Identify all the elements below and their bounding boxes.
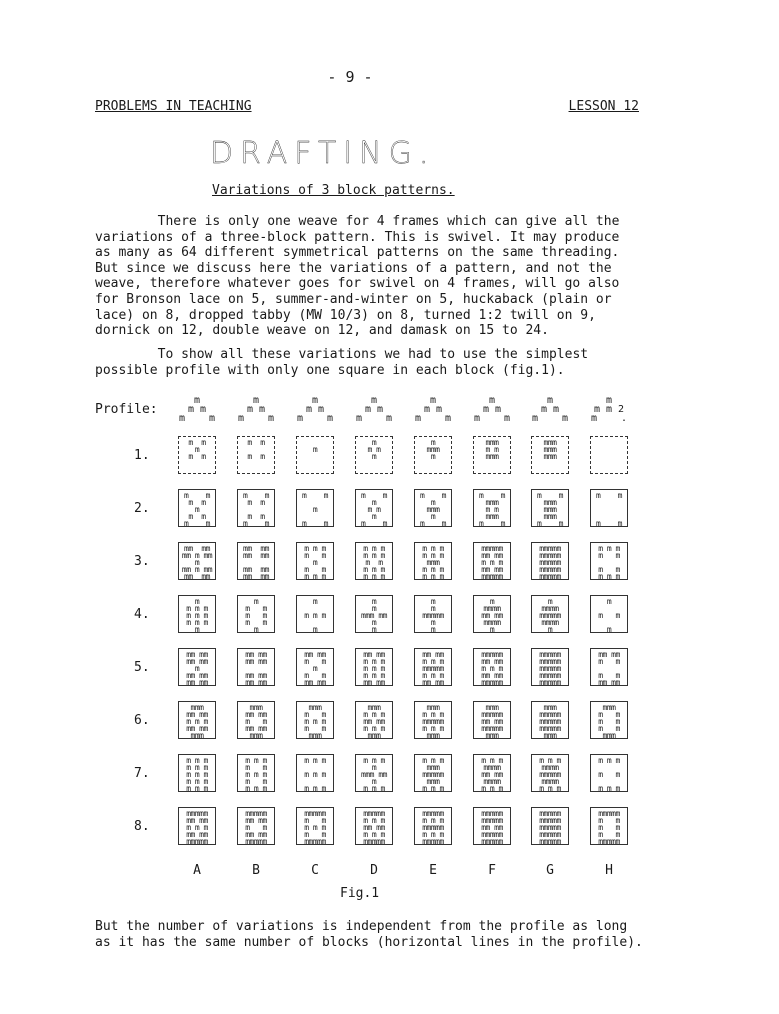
variation-cell — [355, 436, 393, 474]
variation-cell — [473, 436, 511, 474]
row-label: 5. — [134, 660, 150, 675]
variation-cell — [590, 595, 628, 633]
variation-cell — [590, 701, 628, 739]
variation-cell — [296, 648, 334, 686]
variation-cell — [531, 701, 569, 739]
variation-cell — [237, 807, 275, 845]
cell-pattern: m m m m — [247, 438, 265, 461]
variation-cell — [178, 436, 216, 474]
cell-pattern: mm mm m m m m m mm mm — [304, 650, 326, 686]
variation-cell — [473, 595, 511, 633]
row-label: 6. — [134, 713, 150, 728]
row-label: 3. — [134, 554, 150, 569]
cell-pattern: m m mmm m m mmm m m — [479, 491, 505, 527]
variation-cell — [178, 542, 216, 580]
variation-cell — [531, 542, 569, 580]
cell-pattern: m m m m m m mmm m m m m m m — [422, 544, 444, 580]
header-right: LESSON 12 — [568, 99, 639, 114]
variation-cell — [178, 489, 216, 527]
row-label: 7. — [134, 766, 150, 781]
variation-cell — [296, 701, 334, 739]
profile-diagram: m m m m m — [531, 395, 569, 424]
variation-cell — [531, 436, 569, 474]
variation-cell — [237, 648, 275, 686]
page-number: - 9 - — [327, 68, 373, 86]
cell-pattern: mmm mm mm m m m mm mm mmm — [186, 703, 208, 739]
cell-pattern: mm mm m m m m mm mm — [598, 650, 620, 686]
cell-pattern: mmm m m m mmmmm m m m mmm — [422, 703, 444, 739]
variation-cell — [590, 489, 628, 527]
page-title: DRAFTING. — [210, 136, 436, 171]
column-label: C — [311, 863, 319, 878]
variation-cell — [296, 436, 334, 474]
cell-pattern: mmmmm m m m m m m m mmmmm — [304, 809, 326, 845]
variation-cell — [296, 489, 334, 527]
cell-pattern: m mmm m — [426, 438, 440, 461]
profile-diagram: m m m 2 m . — [590, 395, 628, 424]
variation-cell — [237, 489, 275, 527]
variation-cell — [531, 807, 569, 845]
cell-pattern: m m m m m m m m m m — [598, 544, 620, 580]
variation-cell — [237, 542, 275, 580]
variation-cell — [531, 648, 569, 686]
variation-cell — [590, 436, 628, 474]
row-label: 8. — [134, 819, 150, 834]
cell-pattern: m m m m m m m m m — [184, 491, 210, 527]
cell-pattern: mmmmm mmmmm mmmmm mmmmm mmmmm — [539, 809, 561, 845]
variation-cell — [355, 489, 393, 527]
variation-cell — [237, 595, 275, 633]
profile-diagram: m m m m m — [355, 395, 393, 424]
cell-pattern: mmmmm mm mm m m mm mm mmmmm — [245, 809, 267, 845]
variation-cell — [237, 701, 275, 739]
column-label: G — [546, 863, 554, 878]
figure-caption: Fig.1 — [340, 886, 380, 901]
cell-pattern — [593, 439, 625, 471]
variation-cell — [237, 436, 275, 474]
cell-pattern: mmm m m mmm — [485, 438, 499, 461]
cell-pattern: mmmmm mmmmm mm mm mmmmm mmmmm — [481, 809, 503, 845]
cell-pattern: m m m m m m m m m m m m m — [245, 756, 267, 792]
column-label: B — [252, 863, 260, 878]
variation-cell — [296, 595, 334, 633]
cell-pattern: mmmmm mm mm m m m mm mm mmmmm — [481, 650, 503, 686]
cell-pattern: mmmmm m m m mm mm m m m mmmmm — [363, 809, 385, 845]
cell-pattern: mmmmm m m m mmmmm m m m mmmmm — [422, 809, 444, 845]
profile-diagram: m m m m m — [237, 395, 275, 424]
cell-pattern: m m m m m m m m — [245, 597, 267, 633]
paragraph-profile: To show all these variations we had to use the simplest possible profile with only one square in each block (fig.1). — [95, 347, 589, 378]
column-label: F — [488, 863, 496, 878]
variation-cell — [590, 754, 628, 792]
paragraph-intro: There is only one weave for 4 frames which can give all the variations of a three-block pattern. This is swivel. It may produce as many as 64 different symmetrical patterns on the same threading. But since we discuss here the variations of a pattern, and not the weave, therefore whatever goes for swivel on 4 frames, will go also for Bronson lace on 5, summer-and-winter on 5, huckaback (plain or lace) on 8, dropped tabby (MW 10/3) on 8, turned 1:2 twill on 9, dornick on 12, double weave on 12, and damask on 15 to 24. — [95, 214, 620, 339]
variation-cell — [473, 489, 511, 527]
header-left: PROBLEMS IN TEACHING — [95, 99, 252, 114]
cell-pattern: m m m m m m m m m m m — [304, 544, 326, 580]
column-label: D — [370, 863, 378, 878]
cell-pattern: m m m m — [367, 438, 381, 461]
variation-cell — [355, 754, 393, 792]
cell-pattern: m m mmmmm m m — [422, 597, 444, 633]
cell-pattern: m m m m m — [188, 438, 206, 461]
cell-pattern: mmmmm mm mm m m m mm mm mmmmm — [481, 544, 503, 580]
cell-pattern: mmm mm mm m m mm mm mmm — [245, 703, 267, 739]
row-label: 2. — [134, 501, 150, 516]
cell-pattern: mmm mmm mmm — [543, 438, 557, 461]
variation-cell — [178, 807, 216, 845]
column-label: H — [605, 863, 613, 878]
variation-cell — [355, 701, 393, 739]
variation-cell — [590, 807, 628, 845]
cell-pattern: mm mm mm mm m mm mm mm mm — [186, 650, 208, 686]
variation-cell — [355, 807, 393, 845]
variation-cell — [414, 701, 452, 739]
cell-pattern: mmm m m m m m m mmm — [598, 703, 620, 739]
profile-diagram: m m m m m — [178, 395, 216, 424]
cell-pattern: mmm mmmmm mm mm mmmmm mmm — [481, 703, 503, 739]
column-label: A — [193, 863, 201, 878]
row-label: 1. — [134, 448, 150, 463]
cell-pattern: mmmmm mm mm m m m mm mm mmmmm — [186, 809, 208, 845]
variation-cell — [590, 542, 628, 580]
cell-pattern: m m m m m m m m — [361, 491, 387, 527]
column-label: E — [429, 863, 437, 878]
cell-pattern: m m m m mmm mm m m m m — [361, 756, 387, 792]
variation-cell — [531, 754, 569, 792]
variation-cell — [531, 595, 569, 633]
cell-pattern: mm mm m m m m m m m m m mm mm — [363, 650, 385, 686]
cell-pattern: m m m m m m m m m m m m m m — [363, 544, 385, 580]
variation-cell — [414, 489, 452, 527]
profile-label: Profile: — [95, 402, 158, 417]
variation-cell — [355, 542, 393, 580]
cell-pattern: m m m mmmm mm mm mmmm m m m — [481, 756, 503, 792]
cell-pattern: mm mm mm mm mm mm mm mm — [245, 650, 267, 686]
cell-pattern: mm mm mm m mm m mm m mm mm mm — [181, 544, 213, 580]
variation-cell — [473, 754, 511, 792]
cell-pattern: m m m m m m m m m m m — [186, 597, 208, 633]
cell-pattern: mmm mmmmm mmmmm mmmmm mmm — [539, 703, 561, 739]
cell-pattern: m m m mmmm mmmmm mmmm m m m — [539, 756, 561, 792]
variation-cell — [178, 754, 216, 792]
variation-cell — [473, 807, 511, 845]
cell-pattern: m m m m m — [302, 491, 328, 527]
variation-cell — [473, 648, 511, 686]
variation-cell — [296, 542, 334, 580]
profile-diagram: m m m m m — [296, 395, 334, 424]
variation-cell — [355, 648, 393, 686]
cell-pattern: m m m m m m m m m m m m m m m — [186, 756, 208, 792]
variation-cell — [531, 489, 569, 527]
cell-pattern: m m m m m — [304, 597, 326, 633]
variation-cell — [178, 595, 216, 633]
cell-pattern: m m m m m m m m — [243, 491, 269, 527]
cell-pattern: m m m mmm m m m — [420, 491, 446, 527]
cell-pattern: m m m m — [598, 597, 620, 633]
variation-cell — [473, 542, 511, 580]
variation-cell — [237, 754, 275, 792]
cell-pattern: m m mmm mm m m — [361, 597, 387, 633]
cell-pattern: m — [312, 445, 318, 454]
variation-cell — [414, 648, 452, 686]
profile-diagram: m m m m m — [414, 395, 452, 424]
cell-pattern: mmmmm mmmmm mmmmm mmmmm mmmmm — [539, 544, 561, 580]
profile-diagram: m m m m m — [473, 395, 511, 424]
variation-cell — [355, 595, 393, 633]
cell-pattern: m mmmm mm mm mmmm m — [481, 597, 503, 633]
cell-pattern: mmmmm m m m m m m mmmmm — [598, 809, 620, 845]
paragraph-conclusion: But the number of variations is independent from the profile as long as it has the same number of blocks (horizontal lines in the profile). — [95, 919, 643, 950]
cell-pattern: mmmmm mmmmm mmmmm mmmmm mmmmm — [539, 650, 561, 686]
variation-cell — [178, 648, 216, 686]
cell-pattern: m m mmm mmm mmm m m — [537, 491, 563, 527]
variation-cell — [414, 595, 452, 633]
variation-cell — [414, 542, 452, 580]
row-label: 4. — [134, 607, 150, 622]
cell-pattern: mmm m m m m m m m mmm — [304, 703, 326, 739]
subtitle: Variations of 3 block patterns. — [212, 183, 455, 198]
cell-pattern: m m m m m m m m — [598, 756, 620, 792]
variation-cell — [178, 701, 216, 739]
cell-pattern: mm mm mm mm mm mm mm mm — [243, 544, 269, 580]
variation-cell — [473, 701, 511, 739]
variation-cell — [414, 807, 452, 845]
cell-pattern: m m m m m m m m m — [304, 756, 326, 792]
cell-pattern: m mmmm mmmmm mmmm m — [539, 597, 561, 633]
cell-pattern: mmm m m m mm mm m m m mmm — [363, 703, 385, 739]
cell-pattern: mm mm m m m mmmmm m m m mm mm — [422, 650, 444, 686]
variation-cell — [296, 807, 334, 845]
cell-pattern: m m m m — [596, 491, 622, 527]
cell-pattern: m m m mmm mmmmm mmm m m m — [422, 756, 444, 792]
variation-cell — [590, 648, 628, 686]
variation-cell — [414, 754, 452, 792]
variation-cell — [414, 436, 452, 474]
variation-cell — [296, 754, 334, 792]
